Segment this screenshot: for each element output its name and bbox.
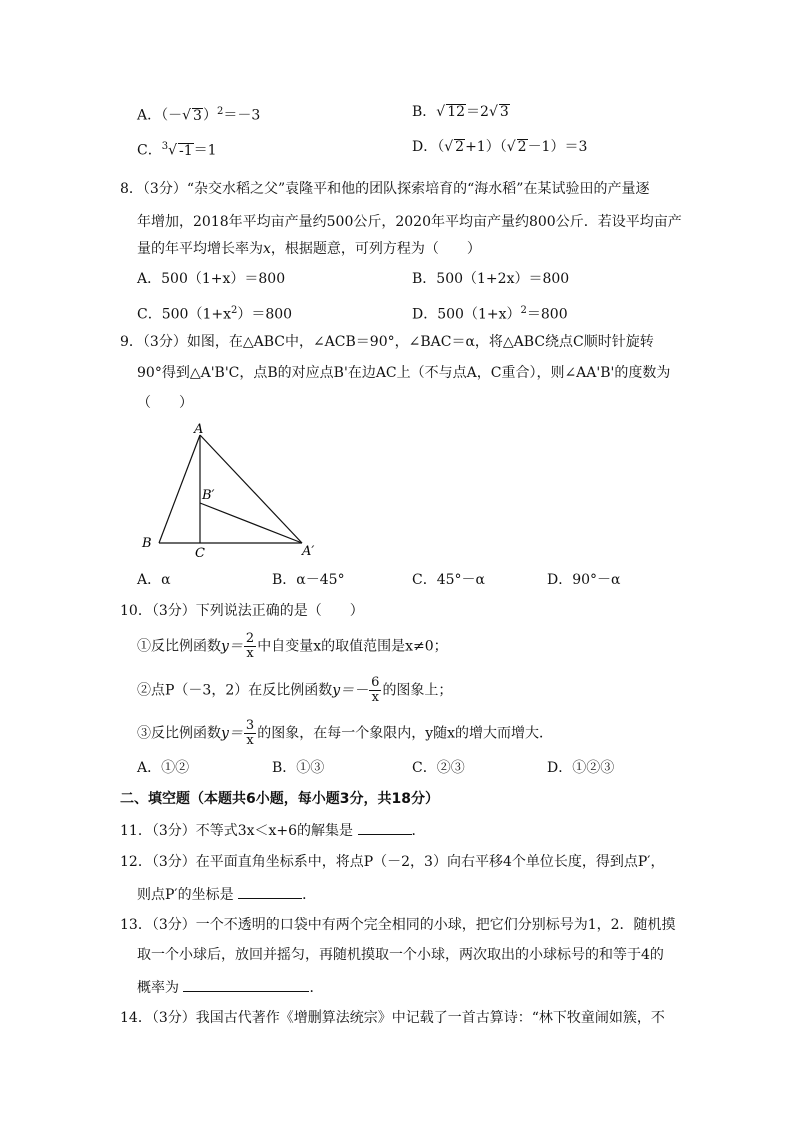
q12-stem-line1: 12．（3分）在平面直角坐标系中，将点P（－2，3）向右平移4个单位长度，得到点P′， xyxy=(120,854,665,870)
q10-option-d: D．①②③ xyxy=(547,760,615,776)
fraction: $\frac{6}{x}$ xyxy=(371,675,380,705)
fraction: $\frac{3}{x}$ xyxy=(245,718,255,748)
q9-option-b: B．α－45° xyxy=(272,572,345,588)
q9-stem-line3: （ ） xyxy=(137,395,193,411)
segment-bprime-aprime xyxy=(200,503,302,543)
q14-stem-line1: 14．（3分）我国古代著作《增删算法统宗》中记载了一首古算诗：“林下牧童闹如簇，不 xyxy=(120,1010,665,1026)
label-a-prime: A′ xyxy=(302,544,315,559)
q8-option-b: B．500（1+2x）＝800 xyxy=(412,271,570,287)
q7-option-b: B．√ 12＝2√ 3 xyxy=(412,104,509,120)
q9-stem-line2: 90°得到△A'B'C，点B的对应点B'在边AC上（不与点A，C重合），则∠AA'B'的度数为 xyxy=(137,365,671,381)
q10-option-b: B．①③ xyxy=(272,760,325,776)
q10-option-a: A．①② xyxy=(137,760,190,776)
label-a: A xyxy=(194,422,204,437)
q9-triangle-figure xyxy=(130,418,330,563)
q11-answer-blank xyxy=(358,820,412,835)
q8-option-c: C．$500(1+x^2)=800$ xyxy=(137,305,293,323)
q8-option-d: D．$500(1+x)^2=800$ xyxy=(412,305,568,323)
fraction: $\frac{2}{x}$ xyxy=(245,631,255,661)
q10-statement-2: ②点P（－3，2）在反比例函数y＝－ $\frac{6}{x}$ 的图象上； xyxy=(137,675,453,705)
q13-stem-line1: 13．（3分）一个不透明的口袋中有两个完全相同的小球，把它们分别标号为1，2．随机摸 xyxy=(120,917,676,933)
q7-option-a: A．（－√ 3）$^2$＝－3 xyxy=(137,106,261,124)
q9-option-a: A．α xyxy=(137,572,171,588)
q7-option-c: C．$^3$√ -1＝1 xyxy=(137,141,217,159)
q11-stem: 11．（3分）不等式3x＜x+6的解集是 ． xyxy=(120,820,426,840)
section-title-fill-in: 二、填空题（本题共6小题，每小题3分，共18分） xyxy=(120,791,439,807)
q10-statement-3: ③反比例函数y＝ $\frac{3}{x}$ 的图象，在每一个象限内，y随x的增大而增大． xyxy=(137,718,554,748)
q12-answer-blank xyxy=(238,884,302,899)
q8-option-a: A．500（1+x）＝800 xyxy=(137,271,286,287)
q8-stem-line1: 8．（3分）“杂交水稻之父”袁隆平和他的团队探索培育的“海水稻”在某试验田的产量逐 xyxy=(120,181,650,197)
q10-statement-1: ①反比例函数y＝ $\frac{2}{x}$ 中自变量x的取值范围是x≠0； xyxy=(137,631,448,661)
q8-stem-line3: 量的年平均增长率为x，根据题意，可列方程为（ ） xyxy=(137,241,481,257)
label-b-prime: B′ xyxy=(202,488,215,503)
q12-stem-line2: 则点P′的坐标是 ． xyxy=(137,884,316,904)
q8-stem-line2: 年增加，2018年平均亩产量约500公斤，2020年平均亩产量约800公斤．若设平均亩产 xyxy=(137,214,682,230)
q13-stem-line2: 取一个小球后，放回并摇匀，再随机摸取一个小球，两次取出的小球标号的和等于4的 xyxy=(137,947,664,963)
q10-option-c: C．②③ xyxy=(412,760,465,776)
label-c: C xyxy=(195,546,205,561)
q13-answer-blank xyxy=(183,977,309,992)
q9-option-d: D．90°－α xyxy=(547,572,621,588)
q9-option-c: C．45°－α xyxy=(412,572,485,588)
q10-stem: 10．（3分）下列说法正确的是（ ） xyxy=(120,603,364,619)
label-b: B xyxy=(142,536,152,551)
q7-option-d: D．（√ 2+1）（√ 2－1）＝3 xyxy=(412,139,588,155)
q9-stem-line1: 9．（3分）如图，在△ABC中，∠ACB＝90°，∠BAC＝α，将△ABC绕点C顺时针旋转 xyxy=(120,334,654,350)
segment-a-aprime xyxy=(200,435,302,543)
q13-stem-line3: 概率为 ． xyxy=(137,977,323,997)
segment-ab xyxy=(159,435,200,543)
